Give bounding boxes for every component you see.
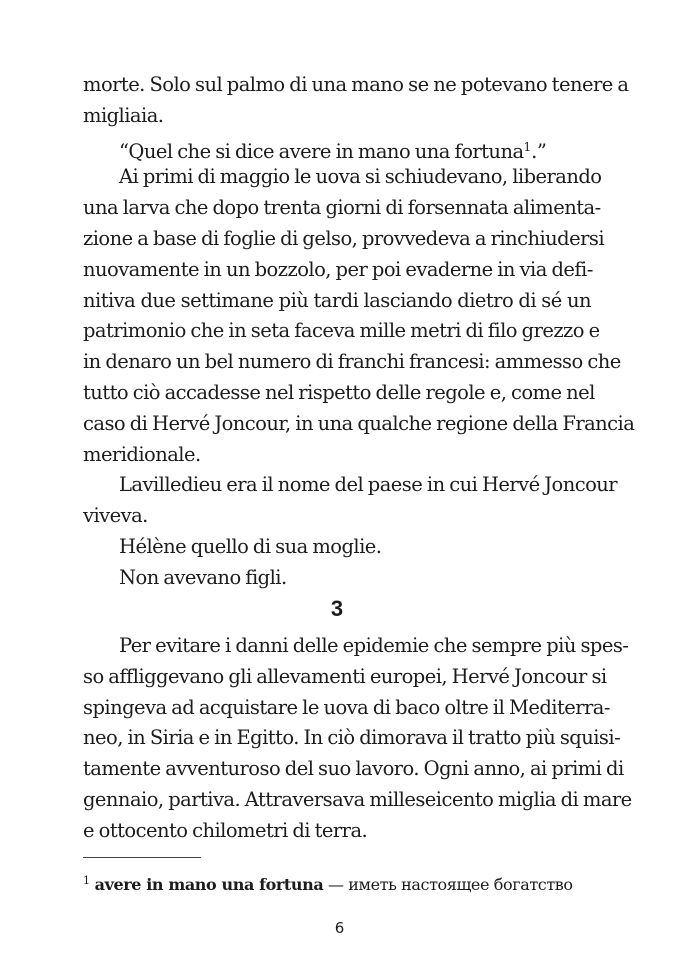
footnote-term: avere in mano una fortuna bbox=[94, 875, 324, 894]
text-line bbox=[83, 693, 610, 724]
text-line-content: Ai primi di maggio le uova si schiudevano, liberando bbox=[119, 165, 602, 189]
text-line bbox=[83, 224, 605, 255]
text-line-content: Per evitare i danni delle epidemie che sempre più spes- bbox=[119, 634, 629, 657]
text-line-content: Lavilledieu era il nome del paese in cui Hervé Joncour bbox=[119, 473, 618, 497]
text-line bbox=[83, 631, 629, 662]
text-line-content: in denaro un bel numero di franchi francesi: ammesso che bbox=[83, 350, 621, 374]
text-line bbox=[83, 316, 600, 347]
text-line bbox=[83, 378, 595, 409]
text-line bbox=[83, 501, 591, 532]
text-line-content: tutto ciò accadesse nel rispetto delle regole e, come nel bbox=[83, 380, 595, 404]
chapter-heading: 3 bbox=[330, 596, 344, 621]
text-line bbox=[83, 532, 591, 563]
text-line-content: patrimonio che in seta faceva mille metri di filo grezzo e bbox=[83, 319, 600, 343]
text-line bbox=[83, 723, 621, 754]
text-line-content: Hélène quello di sua moglie. bbox=[119, 534, 382, 558]
text-line-content: morte. Solo sul palmo di una mano se ne potevano tenere a bbox=[83, 73, 629, 96]
text-line bbox=[83, 193, 601, 224]
text-line bbox=[83, 440, 591, 471]
text-line bbox=[83, 470, 618, 501]
text-line-content: nuovamente in un bozzolo, per poi evaderne in via defi- bbox=[83, 257, 593, 281]
text-line bbox=[83, 286, 591, 317]
text-line-content: zione a base di foglie di gelso, provvedeva a rinchiudersi bbox=[83, 226, 605, 250]
text-line bbox=[83, 70, 629, 101]
footnote-rule bbox=[83, 857, 201, 858]
text-line bbox=[83, 409, 635, 440]
text-line bbox=[83, 162, 602, 193]
text-line bbox=[83, 785, 632, 816]
text-line-content: “Quel che si dice avere in mano una fortuna bbox=[119, 139, 524, 163]
text-block-before-heading bbox=[83, 70, 635, 594]
text-line-content: Non avevano figli. bbox=[119, 565, 287, 589]
text-line-content: una larva che dopo trenta giorni di forsennata alimenta- bbox=[83, 196, 601, 220]
text-line-content: migliaia. bbox=[83, 103, 164, 127]
text-line-content: caso di Hervé Joncour, in una qualche regione della Francia bbox=[83, 411, 635, 435]
page-number: 6 bbox=[334, 919, 345, 937]
text-line bbox=[83, 101, 591, 132]
text-line bbox=[83, 563, 591, 594]
text-line bbox=[83, 255, 591, 286]
text-line-content: meridionale. bbox=[83, 442, 201, 466]
text-line-content: viveva. bbox=[83, 504, 148, 528]
text-line-tail: .” bbox=[531, 139, 547, 163]
footnote-marker: 1 bbox=[83, 874, 90, 887]
text-line-content: tamente avventuroso del suo lavoro. Ogni anno, ai primi di bbox=[83, 757, 624, 781]
text-line-content: neo, in Siria e in Egitto. In ciò dimorava il tratto più squisi- bbox=[83, 726, 621, 750]
footnote-reference: 1 bbox=[523, 139, 532, 154]
text-line-content: gennaio, partiva. Attraversava milleseicento miglia di mare bbox=[83, 787, 632, 811]
text-line-content: e ottocento chilometri di terra. bbox=[83, 818, 368, 842]
text-line bbox=[83, 662, 607, 693]
text-line bbox=[83, 132, 591, 163]
text-line-content: so affliggevano gli allevamenti europei, Hervé Joncour si bbox=[83, 664, 607, 688]
text-block-after-heading bbox=[83, 631, 632, 847]
footnote-translation: — иметь настоящее богатство bbox=[323, 875, 573, 894]
text-line bbox=[83, 754, 624, 785]
text-line bbox=[83, 347, 621, 378]
text-line-content: nitiva due settimane più tardi lasciando dietro di sé un bbox=[83, 288, 591, 312]
text-line-content: spingeva ad acquistare le uova di baco oltre il Mediterra- bbox=[83, 695, 610, 719]
footnote bbox=[83, 868, 603, 898]
text-line bbox=[83, 816, 591, 847]
